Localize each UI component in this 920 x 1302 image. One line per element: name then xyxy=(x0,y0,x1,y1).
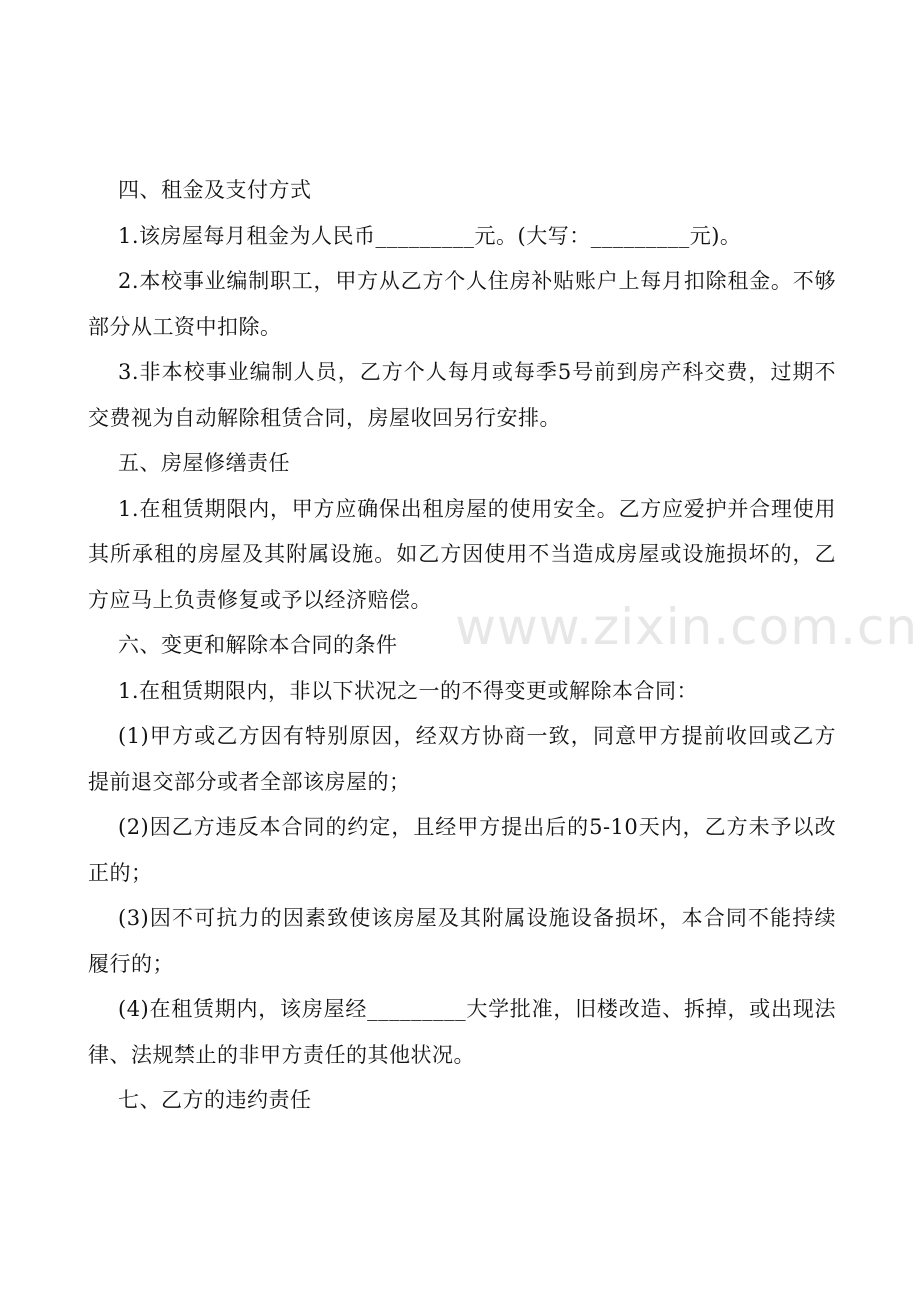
clause-termination-item-3: (3)因不可抗力的因素致使该房屋及其附属设施设备损坏，本合同不能持续履行的； xyxy=(88,906,836,976)
clause-termination-item-2: (2)因乙方违反本合同的约定，且经甲方提出后的5-10天内，乙方未予以改正的； xyxy=(88,815,836,885)
section-heading-repair: 五、房屋修缮责任 xyxy=(118,451,290,475)
section-heading-rent: 四、租金及支付方式 xyxy=(118,178,312,202)
clause-termination-item-4: (4)在租赁期内，该房屋经_________大学批准，旧楼改造、拆掉，或出现法律、法规禁止的非甲方责任的其他状况。 xyxy=(88,997,836,1067)
clause-repair-duty: 1.在租赁期限内，甲方应确保出租房屋的使用安全。乙方应爱护并合理使用其所承租的房屋及其附属设施。如乙方因使用不当造成房屋或设施损坏的，乙方应马上负责修复或予以经济赔偿。 xyxy=(88,496,836,612)
clause-termination-item-1: (1)甲方或乙方因有特别原因，经双方协商一致，同意甲方提前收回或乙方提前退交部分或者全部该房屋的； xyxy=(88,724,836,794)
clause-rent-amount: 1.该房屋每月租金为人民币_________元。(大写：_________元)。 xyxy=(118,223,742,248)
clause-staff-deduction: 2.本校事业编制职工，甲方从乙方个人住房补贴账户上每月扣除租金。不够部分从工资中扣除。 xyxy=(88,269,836,339)
document-body xyxy=(88,168,836,1124)
clause-termination-intro: 1.在租赁期限内，非以下状况之一的不得变更或解除本合同： xyxy=(118,678,699,703)
section-heading-breach: 七、乙方的违约责任 xyxy=(118,1088,312,1112)
clause-nonstaff-payment: 3.非本校事业编制人员，乙方个人每月或每季5号前到房产科交费，过期不交费视为自动解除租赁合同，房屋收回另行安排。 xyxy=(88,360,836,430)
section-heading-termination: 六、变更和解除本合同的条件 xyxy=(118,633,398,657)
watermark: www.zixin.com.cn xyxy=(455,598,919,656)
